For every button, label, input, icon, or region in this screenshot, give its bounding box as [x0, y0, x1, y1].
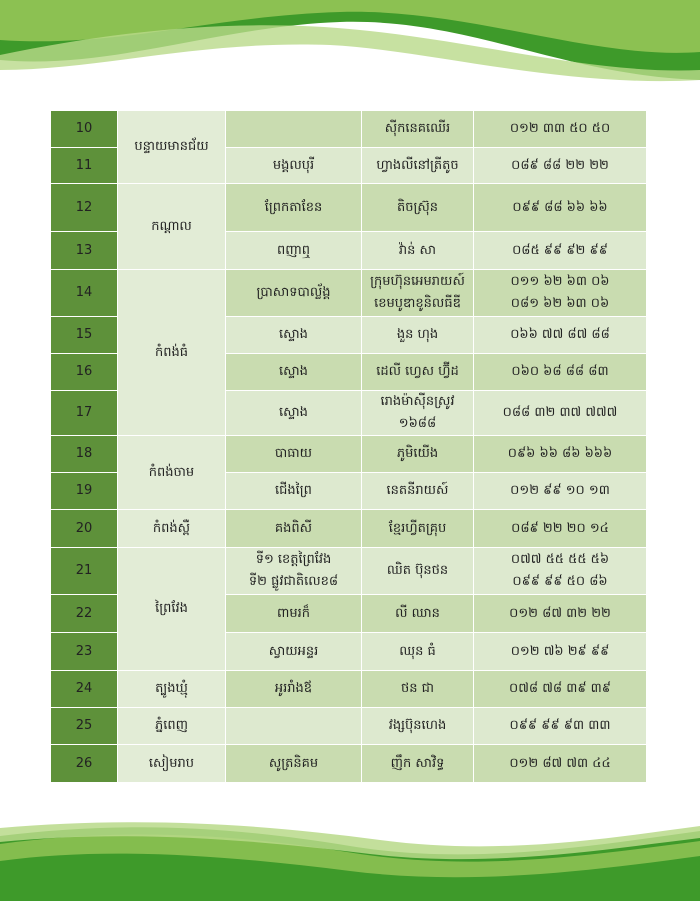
phone-cell: ០៨៩ ៨៨ ២២ ២២	[474, 148, 647, 184]
row-number: 23	[51, 633, 118, 671]
province-cell: កណ្ដាល	[118, 184, 226, 270]
phone-cell: ០៨៩ ២២ ២០ ១៤	[474, 510, 647, 548]
district-cell: ប្រាសាទបាល្ល័ង្គ	[226, 270, 362, 317]
row-number: 18	[51, 436, 118, 473]
name-cell: ឈុន ធំ	[362, 633, 474, 671]
table-row	[51, 184, 647, 232]
name-cell: នេតនីរាយស៍	[362, 473, 474, 510]
table-row	[51, 745, 647, 783]
name-line: ខេមបូឌាខូនិលធីឌី	[374, 296, 461, 311]
district-cell: ស្ទោង	[226, 317, 362, 354]
name-cell: ថន ជា	[362, 671, 474, 708]
name-cell	[362, 270, 474, 317]
district-cell: ពញាឮ	[226, 232, 362, 270]
name-cell: តិចស្រ៊ុន	[362, 184, 474, 232]
phone-cell: ០៧៨ ៧៨ ៣៩ ៣៩	[474, 671, 647, 708]
name-cell: ញឹក សាវិទ្ធ	[362, 745, 474, 783]
province-cell: កំពង់ចាម	[118, 436, 226, 510]
row-number: 13	[51, 232, 118, 270]
table-row	[51, 270, 647, 317]
row-number: 24	[51, 671, 118, 708]
district-cell: ស្វាយអន្ទរ	[226, 633, 362, 671]
province-cell: សៀមរាប	[118, 745, 226, 783]
district-cell: បាធាយ	[226, 436, 362, 473]
district-cell	[226, 111, 362, 148]
phone-cell: ០៩៩ ៨៨ ៦៦ ៦៦	[474, 184, 647, 232]
name-cell: វ៉ាន់ សា	[362, 232, 474, 270]
name-cell: ឈិត ប៊ុនថន	[362, 548, 474, 595]
table-row	[51, 708, 647, 745]
row-number: 17	[51, 391, 118, 436]
phone-line: ០១១ ៦២ ៦៣ ០៦	[510, 274, 610, 289]
district-cell: ពាមរក៏	[226, 595, 362, 633]
district-cell: មង្គលបុរី	[226, 148, 362, 184]
province-cell: ព្រៃវែង	[118, 548, 226, 671]
bottom-wave-decoration	[0, 816, 700, 901]
table-row	[51, 436, 647, 473]
name-cell: វង្សប៊ុនហេង	[362, 708, 474, 745]
name-cell: ងួន ហុង	[362, 317, 474, 354]
name-cell: ហ្វាងលីនៅត្រីតូច	[362, 148, 474, 184]
row-number: 20	[51, 510, 118, 548]
district-cell: ជើងព្រៃ	[226, 473, 362, 510]
name-cell: ដេលី ហ្វេស ហ្វ៊ីដ	[362, 354, 474, 391]
row-number: 25	[51, 708, 118, 745]
province-cell: ត្បូងឃ្មុំ	[118, 671, 226, 708]
district-line: ទី២ ផ្លូវជាតិលេខ៨	[248, 574, 339, 589]
phone-cell: ០៨៨ ៣២ ៣៧ ៧៧៧	[474, 391, 647, 436]
name-cell: ស៊ីកនេគឈើរ	[362, 111, 474, 148]
row-number: 21	[51, 548, 118, 595]
province-cell: ភ្នំពេញ	[118, 708, 226, 745]
name-cell: ភូមិយើង	[362, 436, 474, 473]
district-cell: ស្ទោង	[226, 354, 362, 391]
row-number: 10	[51, 111, 118, 148]
name-line: ក្រុមហ៊ុនអេមរាយស៍	[370, 274, 465, 289]
contact-table	[50, 110, 647, 783]
phone-cell: ០១២ ៣៣ ៥០ ៥០	[474, 111, 647, 148]
district-cell: គងពិសី	[226, 510, 362, 548]
phone-cell: ០៨៥ ៩៩ ៩២ ៩៩	[474, 232, 647, 270]
phone-cell: ០៦៦ ៧៧ ៨៧ ៨៨	[474, 317, 647, 354]
district-cell: ស្ទោង	[226, 391, 362, 436]
district-cell: សូត្រនិគម	[226, 745, 362, 783]
district-cell: អូររាំងឪ	[226, 671, 362, 708]
province-cell: បន្ទាយមានជ័យ	[118, 111, 226, 184]
row-number: 26	[51, 745, 118, 783]
phone-cell: ០៦០ ៦៨ ៨៨ ៨៣	[474, 354, 647, 391]
phone-cell	[474, 270, 647, 317]
row-number: 14	[51, 270, 118, 317]
name-cell: លី ឈាន	[362, 595, 474, 633]
phone-cell: ០១២ ៨៧ ៧៣ ៤៤	[474, 745, 647, 783]
phone-cell	[474, 548, 647, 595]
district-cell	[226, 548, 362, 595]
row-number: 15	[51, 317, 118, 354]
table-row	[51, 111, 647, 148]
district-cell	[226, 708, 362, 745]
table-row	[51, 671, 647, 708]
phone-cell: ០៩៦ ៦៦ ៨៦ ៦៦៦	[474, 436, 647, 473]
phone-line: ០៨១ ៦២ ៦៣ ០៦	[510, 296, 610, 311]
name-cell: រោងម៉ាស៊ីនស្រូវ ១៦៨៨	[362, 391, 474, 436]
phone-line: ០៩៩ ៩៩ ៥០ ៨៦	[512, 574, 608, 589]
phone-cell: ០១២ ៧៦ ២៩ ៩៩	[474, 633, 647, 671]
row-number: 19	[51, 473, 118, 510]
province-cell: កំពង់ស្ពឺ	[118, 510, 226, 548]
row-number: 22	[51, 595, 118, 633]
top-wave-decoration	[0, 0, 700, 95]
province-cell: កំពង់ធំ	[118, 270, 226, 436]
phone-cell: ០៩៩ ៩៩ ៩៣ ៣៣	[474, 708, 647, 745]
row-number: 12	[51, 184, 118, 232]
phone-cell: ០១២ ៨៧ ៣២ ២២	[474, 595, 647, 633]
name-cell: ខ្មែរហ្វីតគ្រុប	[362, 510, 474, 548]
phone-line: ០៧៧ ៥៥ ៥៥ ៥៦	[510, 552, 610, 567]
table-row	[51, 548, 647, 595]
row-number: 11	[51, 148, 118, 184]
row-number: 16	[51, 354, 118, 391]
table-row	[51, 510, 647, 548]
district-cell: ព្រែកតាខែន	[226, 184, 362, 232]
district-line: ទី១ ខេត្តព្រៃវែង	[255, 552, 332, 567]
phone-cell: ០១២ ៩៩ ១០ ១៣	[474, 473, 647, 510]
